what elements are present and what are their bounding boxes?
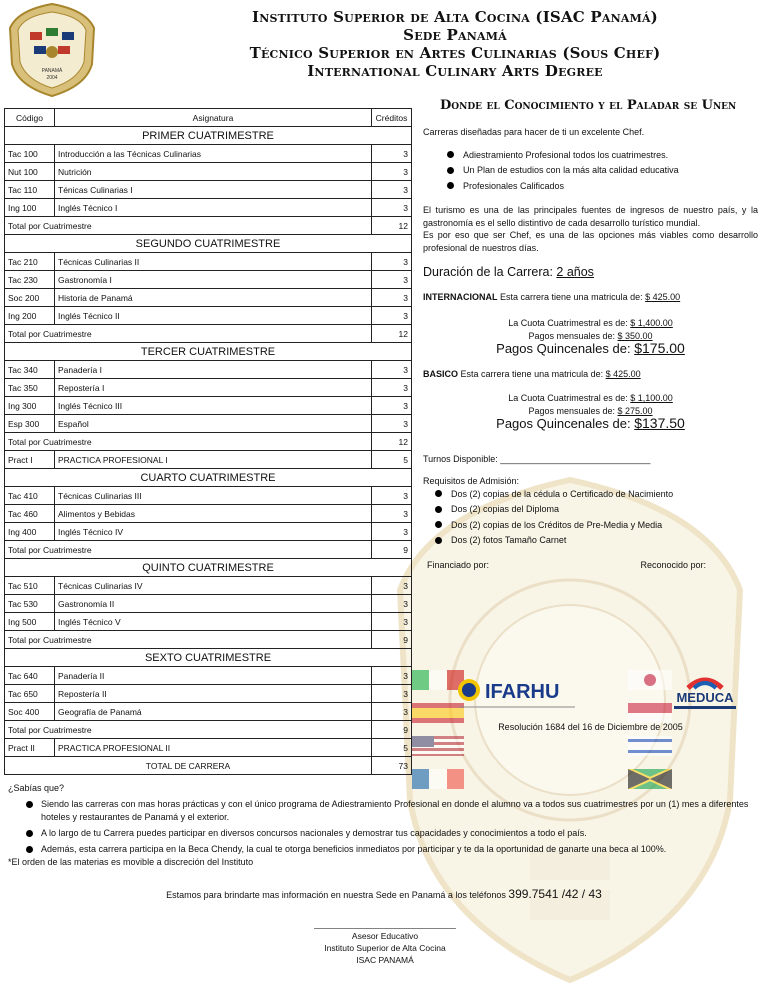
bullet-icon <box>435 506 442 513</box>
table-row <box>5 505 412 523</box>
semester-title: CUARTO CUATRIMESTRE <box>5 469 412 487</box>
did-you-know-title: ¿Sabías que? <box>8 783 65 793</box>
course-subject: Inglés Técnico IV <box>55 523 372 541</box>
semester-total: 12 <box>372 217 412 235</box>
course-code: Tac 100 <box>5 145 55 163</box>
flag-icon <box>628 670 672 690</box>
course-credits: 3 <box>372 163 412 181</box>
bullet-icon <box>26 830 33 837</box>
header-program: Técnico Superior en Artes Culinarias (Sous Chef) <box>249 44 661 62</box>
table-row <box>5 163 412 181</box>
list-item: Adiestramiento Profesional todos los cuatrimestres. <box>447 149 758 162</box>
course-code: Tac 530 <box>5 595 55 613</box>
course-credits: 3 <box>372 685 412 703</box>
course-code: Tac 350 <box>5 379 55 397</box>
info-column <box>423 126 758 571</box>
semester-total-row <box>5 433 412 451</box>
col-subject-header: Asignatura <box>55 109 372 127</box>
course-subject: Panadería I <box>55 361 372 379</box>
table-row <box>5 595 412 613</box>
course-credits: 3 <box>372 271 412 289</box>
semester-total: 9 <box>372 541 412 559</box>
total-label: Total por Cuatrimestre <box>5 433 372 451</box>
semester-title: QUINTO CUATRIMESTRE <box>5 559 412 577</box>
resolution-text: Resolución 1684 del 16 de Diciembre de 2005 <box>498 722 683 732</box>
isac-logo <box>6 2 98 98</box>
course-code: Ing 500 <box>5 613 55 631</box>
table-row <box>5 703 412 721</box>
semester-header <box>5 343 412 361</box>
total-label: Total por Cuatrimestre <box>5 721 372 739</box>
course-credits: 3 <box>372 145 412 163</box>
signature-campus: ISAC PANAMÁ <box>356 955 414 965</box>
course-credits: 3 <box>372 361 412 379</box>
total-label: Total por Cuatrimestre <box>5 631 372 649</box>
recognized-label: Reconocido por: <box>640 559 706 570</box>
flag-icon <box>628 703 672 723</box>
semester-title: SEXTO CUATRIMESTRE <box>5 649 412 667</box>
list-item: Siendo las carreras con mas horas prácticas y con el único programa de Adiestramiento Profesional en donde el alumno va a todos sus cuatrimestres por un (1) mes a diferentes hoteles y restaurantes de Panamá y el exterior. <box>26 798 758 824</box>
table-row <box>5 181 412 199</box>
header-institute: Instituto Superior de Alta Cocina (ISAC Panamá) <box>252 8 658 26</box>
table-row <box>5 451 412 469</box>
course-credits: 3 <box>372 397 412 415</box>
course-credits: 3 <box>372 487 412 505</box>
course-subject: Alimentos y Bebidas <box>55 505 372 523</box>
col-credits-header: Créditos <box>372 109 412 127</box>
signature-line: ______________________________ <box>314 919 456 929</box>
course-code: Ing 100 <box>5 199 55 217</box>
total-label: Total por Cuatrimestre <box>5 541 372 559</box>
list-item: Dos (2) copias de la cédula o Certificado de Nacimiento <box>435 488 758 501</box>
table-row <box>5 199 412 217</box>
course-code: Tac 460 <box>5 505 55 523</box>
did-you-know <box>8 782 758 869</box>
course-code: Tac 110 <box>5 181 55 199</box>
course-credits: 3 <box>372 253 412 271</box>
course-subject: Técnicas Culinarias II <box>55 253 372 271</box>
semester-title: TERCER CUATRIMESTRE <box>5 343 412 361</box>
header-campus: Sede Panamá <box>403 26 507 44</box>
table-row <box>5 523 412 541</box>
semester-header <box>5 127 412 145</box>
semester-total: 12 <box>372 433 412 451</box>
ifarhu-logo <box>455 674 579 714</box>
list-item: Dos (2) fotos Tamaño Carnet <box>435 534 758 547</box>
course-subject: Panadería II <box>55 667 372 685</box>
semester-title: SEGUNDO CUATRIMESTRE <box>5 235 412 253</box>
svg-text:IFARHU: IFARHU <box>485 681 560 703</box>
course-subject: Español <box>55 415 372 433</box>
course-credits: 5 <box>372 739 412 757</box>
course-subject: Historia de Panamá <box>55 289 372 307</box>
list-item: A lo largo de tu Carrera puedes participar en diversos concursos nacionales y demostrar tus capacidades y conocimientos a todo el país. <box>26 827 758 840</box>
table-row <box>5 145 412 163</box>
course-subject: Nutrición <box>55 163 372 181</box>
course-subject: Inglés Técnico II <box>55 307 372 325</box>
table-row <box>5 379 412 397</box>
basic-monthly: Pagos mensuales de: $ 275.00 <box>528 405 653 416</box>
course-subject: Repostería II <box>55 685 372 703</box>
header-degree: International Culinary Arts Degree <box>307 62 603 80</box>
course-credits: 3 <box>372 379 412 397</box>
bullet-icon <box>447 151 454 158</box>
shifts: Turnos Disponible: ______________________________ <box>423 453 651 464</box>
bullet-icon <box>447 167 454 174</box>
course-code: Ing 400 <box>5 523 55 541</box>
course-subject: Técnicas Culinarias III <box>55 487 372 505</box>
course-code: Tac 650 <box>5 685 55 703</box>
table-row <box>5 739 412 757</box>
signature-role: Asesor Educativo <box>351 931 419 941</box>
semester-header <box>5 649 412 667</box>
course-code: Pract I <box>5 451 55 469</box>
grand-total-label: TOTAL DE CARRERA <box>5 757 372 775</box>
course-credits: 5 <box>372 451 412 469</box>
tourism-paragraph: El turismo es una de las principales fuentes de ingresos de nuestro país, y la gastronomía es el sello distintivo de cada desarrollo turístico mundial. <box>423 205 758 228</box>
course-credits: 3 <box>372 289 412 307</box>
signature-institute: Instituto Superior de Alta Cocina <box>324 943 446 953</box>
semester-total-row <box>5 631 412 649</box>
course-credits: 3 <box>372 523 412 541</box>
table-row <box>5 397 412 415</box>
requirements-title: Requisitos de Admisión: <box>423 476 520 486</box>
course-subject: Introducción a las Técnicas Culinarias <box>55 145 372 163</box>
bullet-icon <box>26 846 33 853</box>
flag-icon <box>412 736 464 756</box>
semester-title: PRIMER CUATRIMESTRE <box>5 127 412 145</box>
course-code: Soc 400 <box>5 703 55 721</box>
course-code: Tac 510 <box>5 577 55 595</box>
bullet-icon <box>447 182 454 189</box>
grand-total-value: 73 <box>372 757 412 775</box>
course-credits: 3 <box>372 199 412 217</box>
duration: Duración de la Carrera: 2 años <box>423 265 594 279</box>
course-credits: 3 <box>372 307 412 325</box>
list-item: Además, esta carrera participa en la Beca Chendy, la cual te otorga beneficios inmediatos por participar y te da la oportunidad de ganarte una beca al 100%. <box>26 843 758 856</box>
table-row <box>5 667 412 685</box>
semester-total-row <box>5 217 412 235</box>
intl-monthly: Pagos mensuales de: $ 350.00 <box>528 330 653 341</box>
contact-line: Estamos para brindarte mas información en nuestra Sede en Panamá a los teléfonos 399.7541 /42 / 43 <box>166 887 602 901</box>
semester-header <box>5 235 412 253</box>
total-label: Total por Cuatrimestre <box>5 325 372 343</box>
course-credits: 3 <box>372 415 412 433</box>
semester-total: 9 <box>372 631 412 649</box>
course-subject: PRACTICA PROFESIONAL I <box>55 451 372 469</box>
course-credits: 3 <box>372 181 412 199</box>
course-subject: Técnicas Culinarias IV <box>55 577 372 595</box>
course-code: Tac 210 <box>5 253 55 271</box>
course-code: Esp 300 <box>5 415 55 433</box>
semester-header <box>5 559 412 577</box>
course-code: Nut 100 <box>5 163 55 181</box>
course-code: Ing 300 <box>5 397 55 415</box>
logo-text-panama: PANAMÁ <box>41 68 63 74</box>
chef-paragraph: Es por eso que ser Chef, es una de las opciones más viables como desarrollo profesional de nuestros días. <box>423 230 758 253</box>
intl-cuota: La Cuota Cuatrimestral es de: $ 1,400.00 <box>508 318 673 328</box>
list-item: Un Plan de estudios con la más alta calidad educativa <box>447 164 758 177</box>
total-label: Total por Cuatrimestre <box>5 217 372 235</box>
table-row <box>5 253 412 271</box>
table-row <box>5 577 412 595</box>
order-note: *El orden de las materias es movible a discreción del Instituto <box>8 857 254 867</box>
course-subject: Gastronomía I <box>55 271 372 289</box>
table-row <box>5 271 412 289</box>
table-row <box>5 289 412 307</box>
col-code-header: Código <box>5 109 55 127</box>
course-code: Tac 410 <box>5 487 55 505</box>
table-row <box>5 685 412 703</box>
list-item: Profesionales Calificados <box>447 180 758 193</box>
table-row <box>5 307 412 325</box>
semester-total: 12 <box>372 325 412 343</box>
intl-enrollment: INTERNACIONAL Esta carrera tiene una matricula de: $ 425.00 <box>423 291 681 302</box>
course-code: Soc 200 <box>5 289 55 307</box>
list-item: Dos (2) copias del Diploma <box>435 503 758 516</box>
intro-text: Carreras diseñadas para hacer de ti un excelente Chef. <box>423 127 645 137</box>
course-subject: Geografía de Panamá <box>55 703 372 721</box>
svg-text:MEDUCA: MEDUCA <box>676 690 734 705</box>
course-subject: Inglés Técnico I <box>55 199 372 217</box>
course-credits: 3 <box>372 595 412 613</box>
list-item: Dos (2) copias de los Créditos de Pre-Media y Media <box>435 519 758 532</box>
table-row <box>5 415 412 433</box>
course-code: Tac 340 <box>5 361 55 379</box>
course-credits: 3 <box>372 505 412 523</box>
phone-numbers: 399.7541 /42 / 43 <box>508 887 602 901</box>
bullet-icon <box>26 801 33 808</box>
course-subject: Gastronomía II <box>55 595 372 613</box>
course-credits: 3 <box>372 613 412 631</box>
course-code: Ing 200 <box>5 307 55 325</box>
intl-biweekly: Pagos Quincenales de: $175.00 <box>496 340 685 356</box>
semester-total-row <box>5 721 412 739</box>
course-code: Tac 640 <box>5 667 55 685</box>
grand-total-row <box>5 757 412 775</box>
table-header-row <box>5 109 412 127</box>
basic-biweekly: Pagos Quincenales de: $137.50 <box>496 415 685 431</box>
logo-text-year: 2004 <box>46 75 58 81</box>
signature-block <box>290 918 480 966</box>
table-row <box>5 487 412 505</box>
semester-total-row <box>5 541 412 559</box>
course-code: Tac 230 <box>5 271 55 289</box>
curriculum-table <box>4 108 412 775</box>
basic-enrollment: BASICO Esta carrera tiene una matricula de: $ 425.00 <box>423 368 641 379</box>
course-subject: Repostería I <box>55 379 372 397</box>
course-subject: Inglés Técnico III <box>55 397 372 415</box>
flag-icon <box>628 736 672 756</box>
course-credits: 3 <box>372 667 412 685</box>
course-subject: PRACTICA PROFESIONAL II <box>55 739 372 757</box>
document-header <box>205 8 705 80</box>
bullet-icon <box>435 521 442 528</box>
course-credits: 3 <box>372 577 412 595</box>
table-row <box>5 361 412 379</box>
slogan: Donde el Conocimiento y el Paladar se Unen <box>440 98 737 113</box>
bullet-icon <box>435 537 442 544</box>
meduca-logo <box>668 670 742 714</box>
semester-total-row <box>5 325 412 343</box>
semester-header <box>5 469 412 487</box>
bullet-icon <box>435 490 442 497</box>
course-subject: Ténicas Culinarias I <box>55 181 372 199</box>
table-row <box>5 613 412 631</box>
course-subject: Inglés Técnico V <box>55 613 372 631</box>
financed-label: Financiado por: <box>427 559 490 570</box>
basic-cuota: La Cuota Cuatrimestral es de: $ 1,100.00 <box>508 393 673 403</box>
semester-total: 9 <box>372 721 412 739</box>
course-code: Pract II <box>5 739 55 757</box>
course-credits: 3 <box>372 703 412 721</box>
